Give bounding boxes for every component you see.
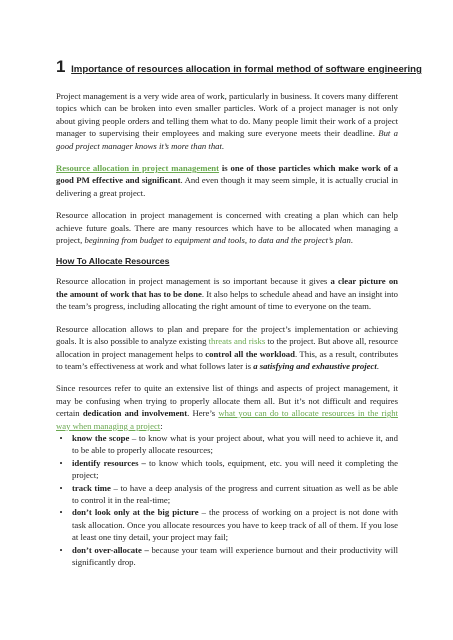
p6-b: . Here’s [187, 408, 219, 419]
p6-bold: dedication and involvement [82, 408, 188, 419]
tips-list [56, 432, 398, 568]
p6-c: : [160, 420, 163, 431]
subheading-how-to-allocate: How To Allocate Resources [56, 256, 170, 267]
list-item-bold: know the scope [72, 432, 130, 443]
paragraph-1 [56, 90, 398, 152]
p6-a: Since resources refer to quite an extensive list of things and aspects of project management, it may be confusing when trying to properly allocate them all. But it’s not difficult and requires certain [56, 383, 398, 419]
p5-b: to the project. But above all, resource allocation in project management helps to [56, 336, 398, 359]
list-item-text: because your team will experience burnout and their productivity will significantly drop. [72, 544, 398, 567]
p4-b: . It also helps to schedule ahead and have an insight into the team’s progress, including allocating the right amount of time to everyone on the team. [56, 288, 398, 312]
bullet-icon: • [59, 482, 63, 493]
p4-bold: a clear picture on the amount of work that has to be done [56, 276, 398, 299]
paragraph-3 [56, 209, 398, 246]
p3-italic: beginning from budget to equipment and tools, to data and the project’s plan [84, 235, 351, 246]
list-item-text: – to know what is your project about, what you will need to achieve it, and to be able to properly allocate resources; [72, 432, 398, 456]
paragraph-4 [56, 275, 398, 312]
p1-text: Project management is a very wide area of work, particularly in business. It covers many different topics which can be broken into even smaller particles. Work of a project manager is not only about giving people orders and telling them what to do. Many people limit their work of a project manager to supervising their employees and making sure everyone meets their deadline. [56, 91, 398, 139]
list-item [59, 506, 398, 543]
p2-bold: is one of those particles which make work of a good PM effective and significant [56, 163, 399, 186]
list-item-bold: don’t look only at the big picture [72, 507, 199, 518]
section-title: Importance of resources allocation in formal method of software engineering [71, 64, 422, 75]
section-heading [56, 57, 422, 77]
p3-end: . [350, 235, 353, 246]
paragraph-5 [56, 323, 398, 373]
list-item [59, 457, 398, 482]
list-item-text: – to have a deep analysis of the progress and current situation as well as be able to control it in the real-time; [72, 482, 398, 505]
p5-c: . This, as a result, contributes to team’s effectiveness at work and what follows later is [56, 348, 398, 371]
link-resource-allocation[interactable]: Resource allocation in project management [56, 163, 220, 174]
p5-bold: control all the workload [205, 348, 295, 359]
paragraph-6 [56, 382, 398, 432]
bullet-icon: • [59, 544, 63, 555]
p4-a: Resource allocation in project management is so important because it gives [56, 276, 331, 287]
link-allocate-resources[interactable]: what you can do to allocate resources in the right way when managing a project [56, 408, 398, 431]
link-threats-risks[interactable]: threats and risks [208, 336, 266, 347]
p2-text: . And even though it may seem simple, it is actually crucial in delivering a great project. [56, 175, 398, 198]
p5-d: . [376, 360, 379, 371]
p3-text: Resource allocation in project management is concerned with creating a plan which can help achieve future goals. There are many resources which have to be allocated when managing a project, [56, 210, 398, 246]
bullet-icon: • [59, 432, 63, 443]
bullet-icon: • [59, 507, 63, 518]
list-item-bold: identify resources – [72, 457, 146, 468]
paragraph-2 [56, 162, 398, 199]
list-item [59, 432, 398, 457]
list-item-bold: track time [72, 482, 111, 493]
bullet-icon: • [59, 457, 63, 468]
list-item [59, 544, 398, 569]
list-item [59, 482, 398, 507]
list-item-text: to know which tools, equipment, etc. you will need it completing the project; [72, 457, 398, 481]
section-number: 1 [56, 57, 66, 76]
list-item-text: – the process of working on a project is not done with task allocation. Once you allocate resources you have to keep track of all of them. If you lose at least one tiny detail, your project may fail; [72, 507, 398, 543]
list-item-bold: don’t over-allocate – [72, 544, 149, 555]
p5-a: Resource allocation allows to plan and prepare for the project’s implementation or achieving goals. It is also possible to analyze existing [56, 323, 398, 347]
p5-bolditalic: a satisfying and exhaustive project [253, 360, 377, 371]
p1-italic: But a good project manager knows it’s more than that. [56, 128, 398, 151]
